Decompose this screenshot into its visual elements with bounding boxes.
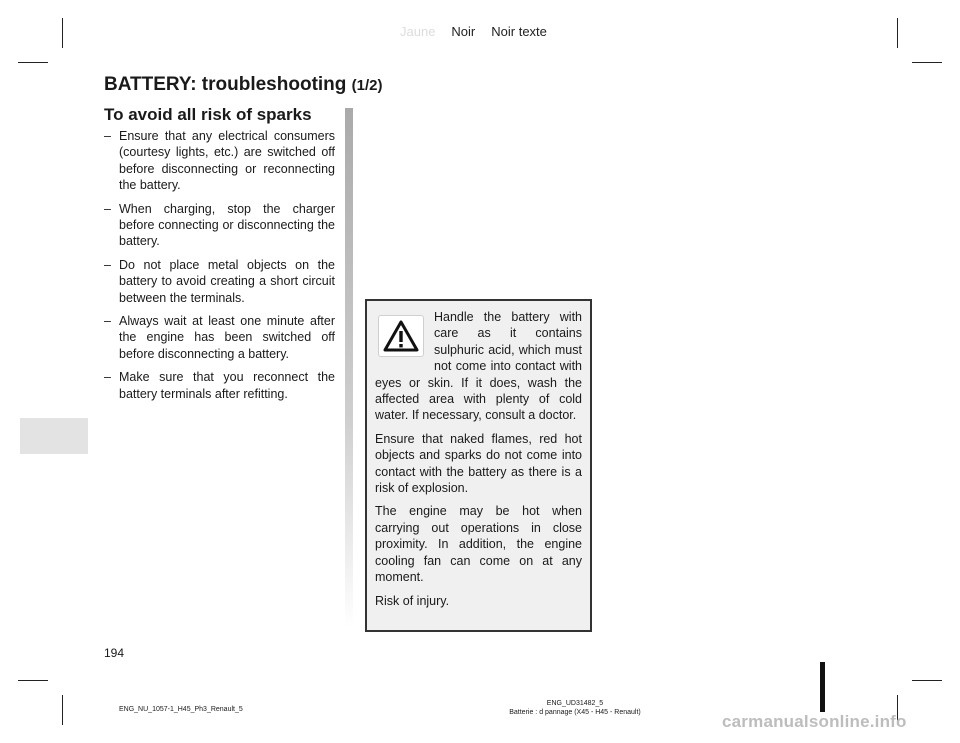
section-heading: To avoid all risk of sparks: [104, 105, 312, 124]
warning-box: [365, 299, 592, 632]
list-item: – Ensure that any electrical consumers (courtesy lights, etc.) are switched off before disconnecting or reconnecting the battery.: [104, 129, 335, 193]
footer-ref: ENG_UD31482_5: [546, 700, 604, 707]
warning-paragraph: Handle the battery with care as it contains sulphuric acid, which must not come into contact with eyes or skin. If it does, wash the affected area with plenty of cold water. If necessary, consult a doctor.: [375, 310, 582, 423]
column-separator: [345, 108, 353, 628]
footer-right: [500, 699, 650, 717]
color-separations: [400, 24, 600, 39]
list-item: – Always wait at least one minute after the engine has been switched off before disconnecting a battery.: [104, 314, 335, 361]
list-item-text: Ensure that any electrical consumers (courtesy lights, etc.) are switched off before disconnecting or reconnecting the battery.: [119, 129, 335, 193]
crop-mark: [62, 695, 63, 725]
warning-paragraph: Ensure that naked flames, red hot objects and sparks do not come into contact with the battery as there is a risk of explosion.: [375, 431, 582, 496]
warning-paragraph: The engine may be hot when carrying out operations in close proximity. In addition, the engine cooling fan can come on at any moment.: [375, 504, 582, 585]
watermark: carmanualsonline.info: [722, 712, 907, 731]
list-item-text: Always wait at least one minute after the engine has been switched off before disconnecting a battery.: [119, 314, 335, 361]
list-item-text: Make sure that you reconnect the battery terminals after refitting.: [119, 370, 335, 401]
list-item: – When charging, stop the charger before connecting or disconnecting the battery.: [104, 201, 335, 249]
page-title-text: BATTERY: troubleshooting: [104, 74, 347, 95]
warning-paragraph: Risk of injury.: [375, 593, 450, 608]
color-label: Jaune: [400, 24, 436, 39]
footer-left: ENG_NU_1057-1_H45_Ph3_Renault_5: [119, 706, 243, 713]
page-title-part: (1/2): [351, 77, 383, 94]
chapter-tab: [20, 418, 88, 454]
crop-mark: [912, 62, 942, 63]
page-title: [104, 74, 383, 96]
page-number: 194: [104, 646, 125, 660]
crop-mark: [897, 18, 898, 48]
crop-mark: [62, 18, 63, 48]
color-label: Noir: [451, 24, 476, 39]
list-item: – Do not place metal objects on the battery to avoid creating a short circuit between the terminals.: [104, 257, 335, 305]
list-item-text: Do not place metal objects on the battery to avoid creating a short circuit between the terminals.: [119, 257, 335, 305]
footer-section: Batterie : d pannage (X45 - H45 - Renault): [509, 709, 641, 716]
edge-bar: [820, 662, 825, 712]
color-label: Noir texte: [491, 24, 547, 39]
crop-mark: [18, 62, 48, 63]
bullet-list: [104, 128, 335, 409]
list-item-text: When charging, stop the charger before connecting or disconnecting the battery.: [119, 201, 335, 249]
crop-mark: [18, 680, 48, 681]
warning-triangle-icon: [378, 315, 424, 357]
list-item: – Make sure that you reconnect the battery terminals after refitting.: [104, 370, 335, 401]
crop-mark: [912, 680, 942, 681]
